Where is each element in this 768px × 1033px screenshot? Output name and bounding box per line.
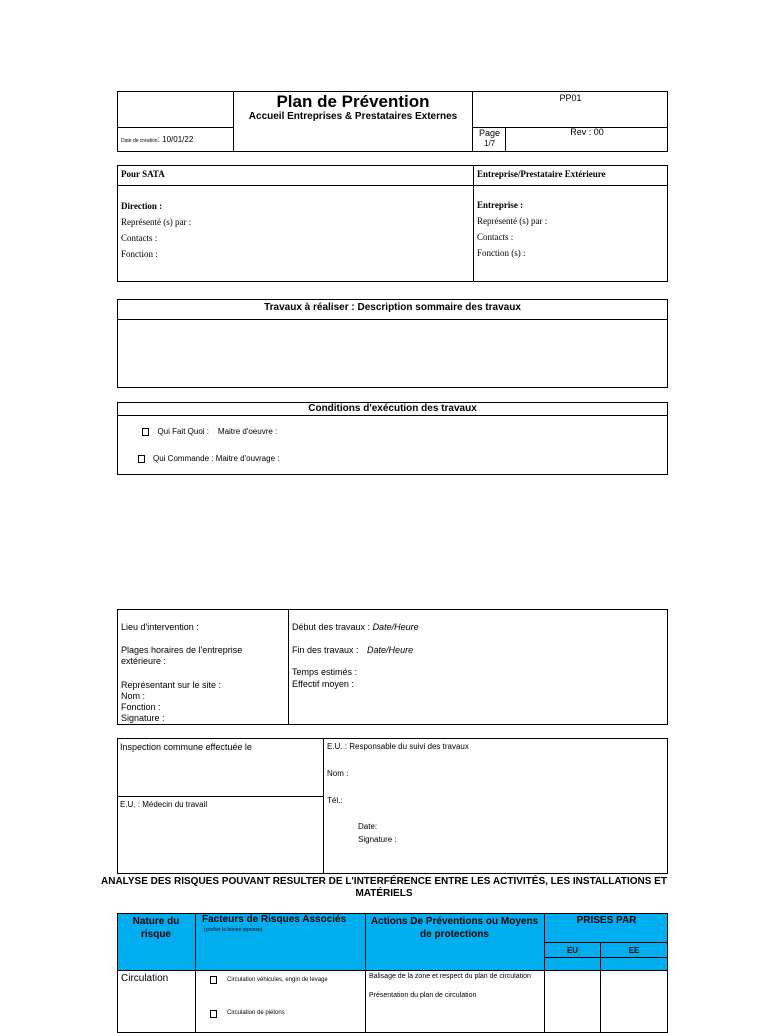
responsable-suivi: E.U. : Responsable du suivi des travaux [327,742,469,751]
col-ee: EE [628,946,640,955]
col-eu: EU [566,946,579,955]
representant-nom: Nom : [121,691,146,701]
factor-vehicules-label: Circulation véhicules, engin de levage [227,977,328,983]
company-name: Entreprise : [477,200,524,210]
factor-pietons-label: Circulation de piétons [227,1010,285,1016]
col-nature-risque: Nature du risque [132,916,180,940]
action-presentation: Présentation du plan de circulation [369,992,477,999]
plages-horaires: Plages horaires de l'entreprise extérieure : [121,645,243,666]
external-company-header: Entreprise/Prestataire Extérieure [477,169,606,179]
analysis-title-line1: ANALYSE DES RISQUES POUVANT RESULTER DE L'INTERFÉRENCE ENTRE LES ACTIVITÉS, LES INSTALLATIONS ET [101,876,667,887]
document-code: PP01 [559,93,582,103]
debut-travaux-value: Date/Heure [372,622,419,632]
creation-date [121,129,193,147]
fin-travaux-label: Fin des travaux : [292,645,359,655]
creation-date-value: : 10/01/22 [157,135,194,144]
factor-vehicules-checkbox[interactable] [210,976,217,984]
qui-commande-label: Qui Commande : Maitre d'ouvrage : [153,454,280,463]
fin-travaux [292,645,413,655]
col-facteurs-note: (cocher la bonne réponse) [204,927,263,933]
qui-commande-checkbox[interactable] [138,455,145,463]
representant-site: Représentant sur le site : [121,680,222,690]
responsable-signature: Signature : [358,835,397,844]
conditions-title: Conditions d'exécution des travaux [308,403,477,414]
document-title: Plan de Prévention [276,92,430,111]
fin-travaux-value: Date/Heure [367,645,414,655]
effectif-moyen: Effectif moyen : [292,679,354,689]
temps-estimes: Temps estimés : [292,667,358,677]
debut-travaux-label: Début des travaux : [292,622,371,632]
page-label: Page [479,128,501,138]
qui-fait-quoi-label: Qui Fait Quoi : Maitre d'oeuvre : [157,427,278,436]
medecin-travail: E.U. : Médecin du travail [120,800,208,809]
qui-fait-quoi-checkbox[interactable] [142,428,149,436]
representant-fonction: Fonction : [121,702,161,712]
parties-table [117,165,668,282]
lieu-intervention: Lieu d'intervention : [121,622,199,632]
responsable-date: Date: [358,822,378,831]
factor-pietons-row [210,1010,360,1016]
responsable-nom: Nom : [327,769,349,778]
col-facteurs: Facteurs de Risques Associés [202,914,347,925]
col-actions: Actions De Préventions ou Moyens de protections [370,916,539,940]
sata-contacts: Contacts : [121,233,158,243]
creation-date-label: Date de création [121,138,158,144]
debut-travaux [292,622,419,632]
sata-direction: Direction : [121,201,163,211]
qui-fait-quoi-row [138,418,277,436]
company-fonction: Fonction (s) : [477,248,526,258]
document-subtitle: Accueil Entreprises & Prestataires Externes [248,111,458,122]
company-contacts: Contacts : [477,232,514,242]
company-represented: Représenté (s) par : [477,216,548,226]
row-nature-circulation: Circulation [121,973,169,984]
inspection-commune: Inspection commune effectuée le [120,742,252,752]
sata-fonction: Fonction : [121,249,158,259]
factor-pietons-checkbox[interactable] [210,1010,217,1018]
travaux-title: Travaux à réaliser : Description sommaire des travaux [264,302,521,313]
revision: Rev : 00 [570,127,604,137]
analysis-title-line2: MATÉRIELS [355,888,413,899]
factor-vehicules-row [210,975,360,985]
action-balisage: Balisage de la zone et respect du plan de circulation [369,973,531,980]
page-number: 1/7 [484,139,496,148]
responsable-tel: Tél.: [327,796,343,805]
sata-header: Pour SATA [121,169,165,179]
representant-signature: Signature : [121,713,165,723]
sata-represented: Représenté (s) par : [121,217,192,227]
col-prises-par: PRISES PAR [576,915,637,926]
qui-commande-row [138,454,279,463]
